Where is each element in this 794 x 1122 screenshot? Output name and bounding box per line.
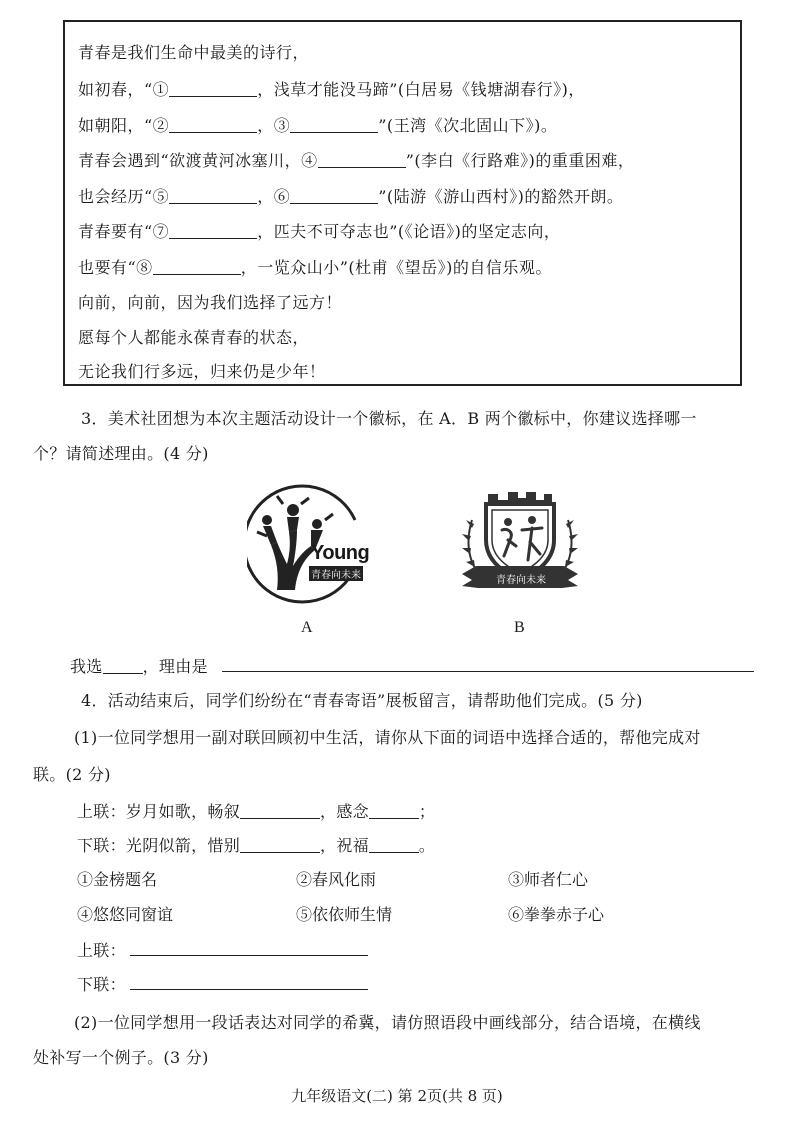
- poem-box: [63, 20, 742, 386]
- q3-choice-blank[interactable]: [103, 657, 143, 674]
- upper-couplet-prompt: 上联：岁月如歌，畅叙 ，感念 ；: [77, 802, 436, 821]
- q4-p1-line-2: 联。(2 分): [33, 765, 111, 784]
- poem-line-9: 愿每个人都能永葆青春的状态，: [78, 328, 310, 347]
- poem-line-7: 也要有“⑧ ，一览众山小”(杜甫《望岳》)的自信乐观。: [78, 258, 552, 277]
- blank-8[interactable]: [153, 258, 241, 275]
- lower-blank-2[interactable]: [369, 836, 419, 853]
- option-6: ⑥拳拳赤子心: [508, 905, 605, 924]
- option-4: ④悠悠同窗谊: [77, 905, 174, 924]
- blank-6[interactable]: [290, 187, 378, 204]
- upper-blank-2[interactable]: [369, 802, 419, 819]
- logo-a-label: A: [301, 619, 313, 636]
- q4-p2-line-2: 处补写一个例子。(3 分): [33, 1048, 209, 1067]
- lower-blank-1[interactable]: [240, 836, 320, 853]
- logo-b-text: 青春向未来: [496, 575, 546, 586]
- option-5: ⑤依依师生情: [296, 905, 393, 924]
- upper-answer-line[interactable]: [130, 955, 368, 956]
- option-3: ③师者仁心: [508, 870, 589, 889]
- poem-line-5: 也会经历“⑤ ，⑥ ”(陆游《游山西村》)的豁然开朗。: [78, 187, 624, 206]
- page-footer: 九年级语文(二) 第 2页(共 8 页): [291, 1087, 503, 1105]
- poem-line-4: 青春会遇到“欲渡黄河冰塞川，④ ”(李白《行路难》)的重重困难，: [78, 151, 635, 170]
- lower-couplet-prompt: 下联：光阴似箭，惜别 ，祝福 。: [77, 836, 436, 855]
- q3-line-2: 个？请简述理由。(4 分): [33, 444, 209, 463]
- poem-line-6: 青春要有“⑦ ，匹夫不可夺志也”(《论语》)的坚定志向，: [78, 222, 561, 241]
- poem-line-2: 如初春，“① ，浅草才能没马蹄”(白居易《钱塘湖春行》)，: [78, 80, 585, 99]
- q4-intro: 4．活动结束后，同学们纷纷在“青春寄语”展板留言，请帮助他们完成。(5 分): [81, 691, 643, 710]
- blank-3[interactable]: [290, 116, 378, 133]
- logo-a-subtext: 青春向未来: [309, 566, 363, 581]
- blank-7[interactable]: [169, 222, 257, 239]
- q3-line-1: 3．美术社团想为本次主题活动设计一个徽标，在 A．B 两个徽标中，你建议选择哪一: [81, 409, 697, 428]
- logo-a[interactable]: [247, 480, 370, 605]
- logo-b[interactable]: [458, 484, 582, 602]
- lower-answer-label: 下联：: [77, 975, 126, 994]
- blank-2[interactable]: [169, 116, 257, 133]
- poem-line-3: 如朝阳，“② ，③ ”(王湾《次北固山下》)。: [78, 116, 558, 135]
- poem-line-1: 青春是我们生命中最美的诗行，: [78, 43, 310, 62]
- poem-line-10: 无论我们行多远，归来仍是少年！: [78, 362, 326, 381]
- upper-answer-label: 上联：: [77, 941, 126, 960]
- q3-answer-prompt: 我选 ，理由是: [70, 657, 208, 676]
- q4-p2-line-1: (2)一位同学想用一段话表达对同学的希冀，请仿照语段中画线部分，结合语境，在横线: [74, 1013, 701, 1032]
- logo-a-text: Young: [311, 542, 370, 564]
- blank-4[interactable]: [318, 151, 406, 168]
- logo-b-label: B: [514, 619, 525, 636]
- q4-p1-line-1: (1)一位同学想用一副对联回顾初中生活，请你从下面的词语中选择合适的，帮他完成对: [74, 728, 701, 747]
- lower-answer-line[interactable]: [130, 989, 368, 990]
- option-1: ①金榜题名: [77, 870, 158, 889]
- blank-5[interactable]: [169, 187, 257, 204]
- blank-1[interactable]: [169, 80, 257, 97]
- option-2: ②春风化雨: [296, 870, 377, 889]
- upper-blank-1[interactable]: [240, 802, 320, 819]
- q3-reason-line[interactable]: [222, 671, 754, 672]
- poem-line-8: 向前，向前，因为我们选择了远方！: [78, 293, 343, 312]
